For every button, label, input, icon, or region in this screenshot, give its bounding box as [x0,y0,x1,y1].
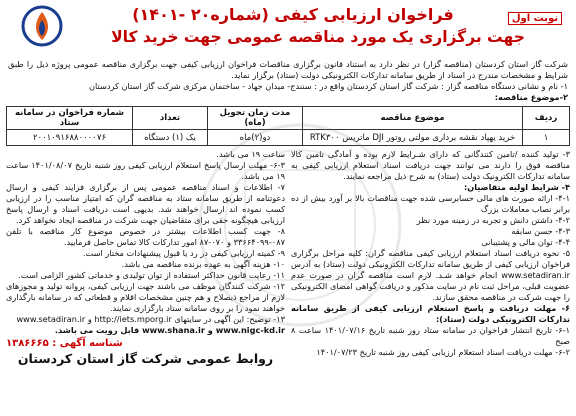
clause: ۶- مهلت دریافت و پاسخ استعلام ارزیابی کیفی از طریق سامانه تدارکات الکترونیکی دولت (ستاد): [291,303,570,324]
clause: ۱۳- توضیح: این آگهی در سایتهای http://iets.mporg.ir و www.setadiran.ir [16,314,285,324]
table-cell: ۲۰۰۱۰۹۱۶۸۸۰۰۰۰۷۶ [7,130,133,146]
table-cell: دو(۲)ماه [208,130,303,146]
left-column [6,149,285,364]
page-title: فراخوان ارزیابی کیفی (شماره۲۰ -۱۴۰۱) [132,5,454,24]
right-column [291,149,570,364]
clause: ۳- تولید کننده /تامین کنندگانی که دارای شـرایط لازم بوده و آمادگی تامین کالا مناقصه فوق را دارند می توانند جهت دریافت اسناد استعلام ارزیابی کیفی به سامانه تدارکات الکترونیک دولت (ستاد) به شرح ذیل مراجعه نمایند. [291,149,570,181]
tender-subject-heading: ۲-موضوع مناقصه: [494,92,568,102]
table-row [7,130,570,146]
two-column-body [6,149,570,364]
table-cell: خرید یهپاد نقشه برداری مولتی روتور DJI ماتریس RTK۳۰۰ [303,130,523,146]
intro-section [8,59,568,103]
clause: ۵- نحوه دریافت اسناد استعلام ارزیابی کیفی مناقصه گران: کلیه مراحل برگزاری فراخوان ارزیابی کیفی از طریق سامانه تدارکات الکترونیکی دولت (ستاد) به آدرس www.setadiran.ir انجام خواهد شـد. لازم است مناقصه گران در صورت عدم عضویت قبلی، مراحل ثبت نام در سایت مذکور و دریافت گواهی امضای الکترونیکی را جهت شرکت در مناقصه محقق سازند. [291,248,570,302]
table-header-row [7,107,570,130]
clause: ۱۱- رعایت قانون حداکثر استفاده از توان تولیدی و خدماتی کشور الزامی است. [18,270,285,280]
public-relations-signature: روابط عمومی شرکت گاز استان کردستان [17,351,274,366]
clause: ۷- اطلاعات و اسناد مناقصه عمومی پس از برگزاری فرایند کیفی و ارسال دعوتنامه از طریق سامانه ستاد به مناقصه گران که امتیاز مناسب را در ارزیابی کسب نموده اند ارسال خواهند شد. بدیهی است دریافت اسناد و ارسال پاسخ ارزیابی هیچگونه حقی برای متقاضیان جهت شرکت در مناقصه ایجاد نخواهد کرد. [6,182,285,225]
clause: ۱۰- هزینه آگهی به عهده برنده مناقصه می باشد. [121,259,285,269]
clause: ۸- جهت کسب اطلاعات بیشتر در خصوص موضوع کار مناقصه با تلفن ۰۸۷-۳۳۶۶۴۰۹۹ و ۰۷۰-۸۷ امور تدارکات کالا تماس حاصل فرمایید. [6,226,285,247]
column-header: ردیف [523,107,570,130]
ad-id-label: شناسه آگهی : [52,338,123,349]
clause: www.nigc-kd.ir و www.shana.ir قابل رویت می باشد. [54,325,285,335]
ad-id-value: ۱۳۸۶۶۶۵ [6,338,49,349]
table-cell: یک (۱) دستگاه [133,130,208,146]
ad-id [6,338,285,349]
clause: ۶-۲- مهلت دریافت اسناد استعلام ارزیابی کیفی روز شنبه تاریخ ۱۴۰۱/۰۷/۲۳ [316,347,570,357]
clause: ۶-۱- تاریخ انتشار فراخوان در سامانه ستاد روز شنبه تاریخ ۱۴۰۱/۰۷/۱۶ ساعت ۸ صبح [291,325,570,346]
column-header: موضوع مناقصه [303,107,523,130]
header [6,4,570,56]
column-header: تعداد [133,107,208,130]
page-subtitle: جهت برگزاری یک مورد مناقصه عمومی جهت خرید کالا [111,28,525,46]
tenderer-address: ۱- نام و نشانی دستگاه مناقصه گزار : شرکت گاز استان کردستان واقع در : سنندج- میدان جهاد - ساختمان مرکزی شرکت گاز استان کردستان [88,81,568,91]
clause: ۴-۳- حسن سابقه [511,226,570,236]
intro-paragraph: شرکت گاز استان کردستان (مناقصه گزار) در نظر دارد به استناد قانون برگزاری مناقصات فراخوان ارزیابی کیفی جهت برگزاری مناقصه عمومی پروژه ذیل را طبق شرایط و مشخصات مندرج در اسناد از طریق سامانه تدارکات الکترونیکی دولت (ستاد) برگزار نماید. [8,59,568,80]
tender-table [6,106,570,146]
column-header: مدت زمان تحویل (ماه) [208,107,303,130]
company-logo [12,4,72,62]
table-cell: ۱ [523,130,570,146]
clause: ۱۲- شرکت کنندگان موظف می باشند جهت ارزیابی کیفی، پروانه تولید و مجوزهای لازم از مراجع ذیصلاح و هم چنین مشخصات اقلام و قطعاتی که در سامانه بارگذاری خواهند نمود را بر روی سامانه ستاد بارگزاری نمایند. [5,281,285,313]
clause: ۴-۱- ارائه صورت های مالی حسابرسی شده جهت مناقصات بالا بر آورد بیش از ده برابر نصاب معاملات بزرگ [291,193,570,214]
clause: ۶-۳- مهلت ارسال پاسخ استعلام ارزیابی کیفی روز شنبه تاریخ ۱۴۰۱/۰۸/۰۷ ساعت ۱۹ می باشد. [6,160,285,181]
column-header: شماره فراخوان در سامانه ستاد [7,107,133,130]
clause: ۴-۲- داشتن دانش و تجربه در زمینه مورد نظر [416,215,570,225]
insertion-badge: نوبت اول [508,12,562,25]
clause: ۴-۴- توان مالی و پشتیبانی [481,237,570,247]
clause: ۴- شرایط اولیه متقاضیان: [464,182,570,192]
clause: ساعت ۱۹ می باشد. [216,149,285,159]
clause: ۹- کمیته ارزیابی کیفی در رد یا قبول پیشنهادات مختار است. [82,248,285,258]
